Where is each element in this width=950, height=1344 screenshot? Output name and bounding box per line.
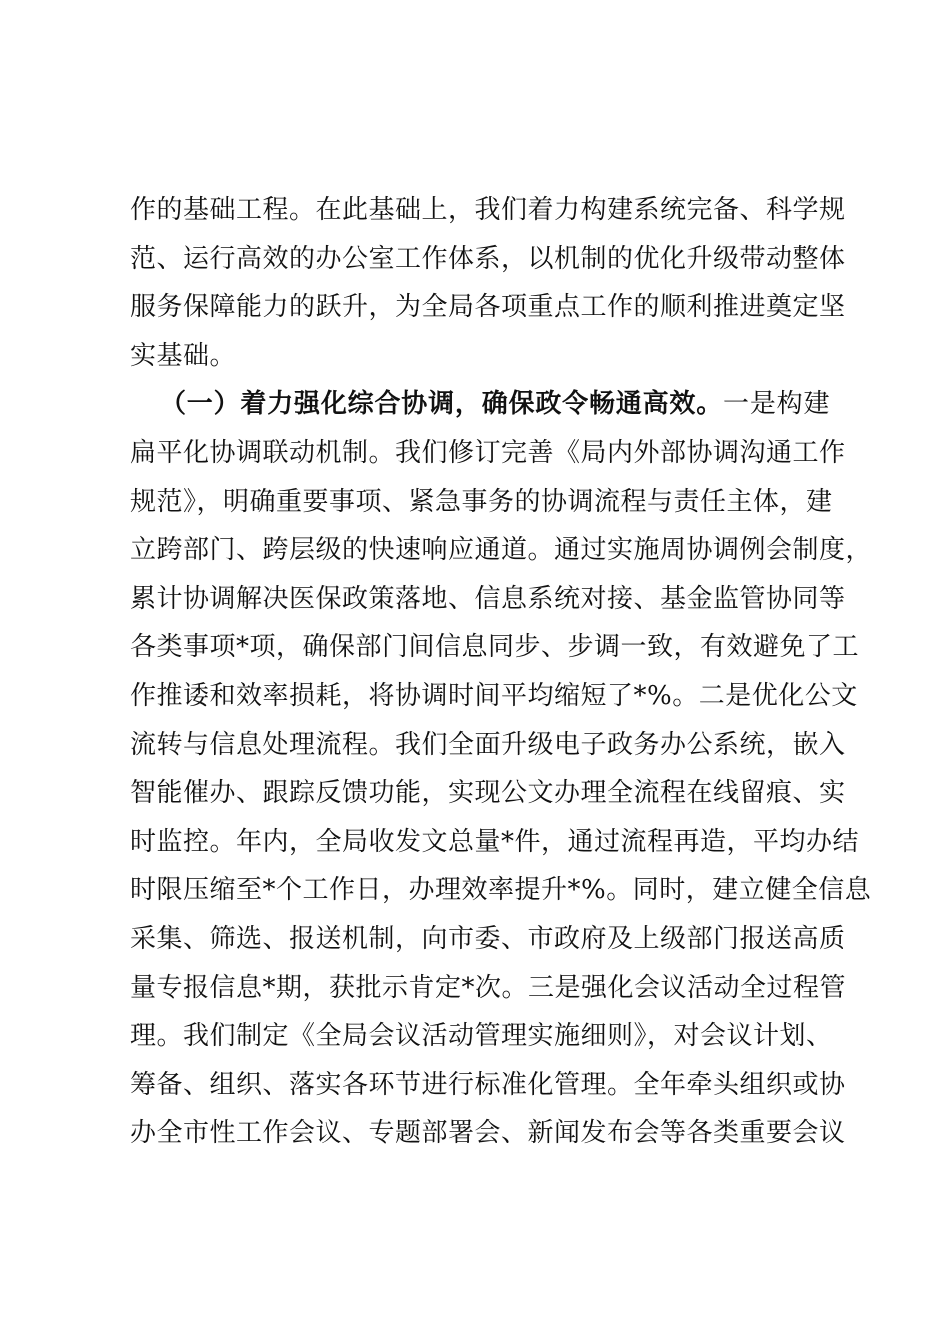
section-heading: （一）着力强化综合协调，确保政令畅通高效。 (160, 389, 724, 420)
paragraph-line: 时限压缩至*个工作日，办理效率提升*%。同时，建立健全信息 (130, 875, 872, 906)
paragraph-line: 实基础。 (130, 340, 237, 371)
paragraph-line: 筹备、组织、落实各环节进行标准化管理。全年牵头组织或协 (130, 1069, 846, 1100)
paragraph-line: 时监控。年内，全局收发文总量*件，通过流程再造，平均办结 (130, 826, 860, 857)
paragraph-line: 累计协调解决医保政策落地、信息系统对接、基金监管协同等 (130, 583, 846, 614)
paragraph-line: 流转与信息处理流程。我们全面升级电子政务办公系统，嵌入 (130, 729, 846, 760)
paragraph-line: 理。我们制定《全局会议活动管理实施细则》，对会议计划、 (130, 1021, 833, 1052)
paragraph-text: 一是构建 (723, 389, 830, 420)
paragraph-line: 智能催办、跟踪反馈功能，实现公文办理全流程在线留痕、实 (130, 778, 846, 809)
paragraph-line: 各类事项*项，确保部门间信息同步、步调一致，有效避免了工 (130, 632, 860, 663)
paragraph-line: 立跨部门、跨层级的快速响应通道。通过实施周协调例会制度， (130, 535, 873, 566)
paragraph-line: 服务保障能力的跃升，为全局各项重点工作的顺利推进奠定坚 (130, 292, 846, 323)
document-body (130, 186, 873, 1158)
section-heading-line (130, 380, 830, 429)
paragraph-line: 作推诿和效率损耗，将协调时间平均缩短了*%。二是优化公文 (130, 680, 858, 711)
paragraph-line: 量专报信息*期，获批示肯定*次。三是强化会议活动全过程管 (130, 972, 847, 1003)
paragraph-line: 办全市性工作会议、专题部署会、新闻发布会等各类重要会议 (130, 1118, 846, 1149)
paragraph-line: 范、运行高效的办公室工作体系，以机制的优化升级带动整体 (130, 243, 846, 274)
paragraph-line: 采集、筛选、报送机制，向市委、市政府及上级部门报送高质 (130, 923, 846, 954)
paragraph-line: 规范》，明确重要事项、紧急事务的协调流程与责任主体，建 (130, 486, 833, 517)
paragraph-line: 扁平化协调联动机制。我们修订完善《局内外部协调沟通工作 (130, 437, 846, 468)
paragraph-line: 作的基础工程。在此基础上，我们着力构建系统完备、科学规 (130, 195, 846, 225)
